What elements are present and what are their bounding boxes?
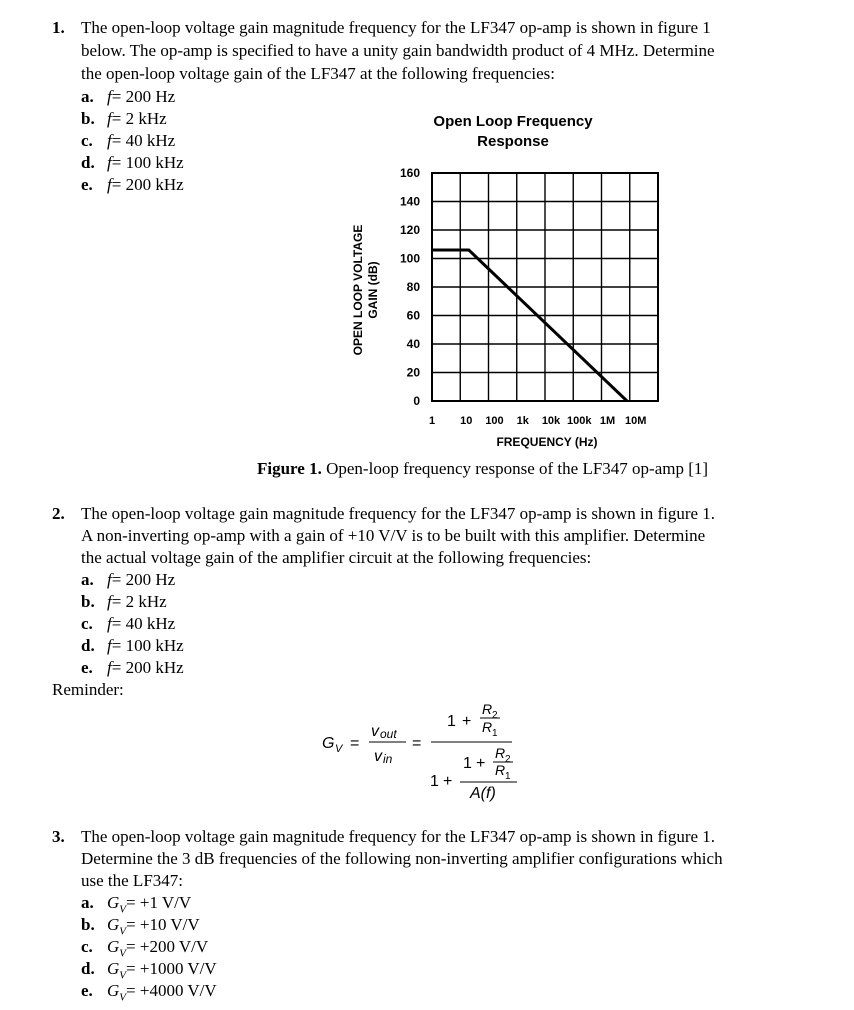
question-2-number: 2. — [52, 504, 65, 523]
eq-den-r1: R — [495, 762, 506, 778]
eq-vin: v — [374, 748, 382, 765]
y-tick-labels — [400, 166, 420, 408]
eq-den-r2-sub: 2 — [505, 754, 511, 765]
question-1-line-3: the open-loop voltage gain of the LF347 at the following frequencies: — [81, 64, 555, 83]
question-3-item-d: d. $G_V= +1000$ V/V — [81, 959, 217, 982]
x-tick-label: 10k — [541, 415, 561, 427]
open-loop-gain-chart — [340, 160, 700, 455]
x-axis-label: FREQUENCY (Hz) — [496, 435, 598, 449]
eq-equals-2: = — [412, 735, 422, 752]
chart-title-line-1: Open Loop Frequency — [433, 113, 593, 130]
question-1-item-b: b. f= 2 kHz — [81, 109, 167, 128]
eq-vout: v — [371, 723, 379, 740]
question-2-item-a: a. f= 200 Hz — [81, 570, 176, 589]
question-3-number: 3. — [52, 827, 65, 846]
question-1-number: 1. — [52, 18, 65, 37]
eq-den-r2: R — [495, 745, 506, 761]
question-2-item-e: e. f= 200 kHz — [81, 658, 184, 677]
eq-equals-1: = — [350, 735, 360, 752]
x-tick-label: 100 — [485, 415, 504, 427]
question-1-line-1: The open-loop voltage gain magnitude frequency for the LF347 op-amp is shown in figure 1 — [81, 18, 711, 37]
question-3-line-2: Determine the 3 dB frequencies of the following non-inverting amplifier configurations which — [81, 849, 723, 868]
question-2-line-2: A non-inverting op-amp with a gain of +10 V/V is to be built with this amplifier. Determine — [81, 526, 706, 545]
question-3-item-c: c. $G_V= +200$ V/V — [81, 937, 209, 960]
question-2-line-3: the actual voltage gain of the amplifier circuit at the following frequencies: — [81, 548, 592, 567]
eq-den-plus: + — [443, 773, 453, 790]
eq-af: A(f) — [470, 785, 496, 802]
chart-title-line-2: Response — [477, 133, 549, 150]
gain-curve — [432, 250, 627, 401]
eq-num-plus: + — [462, 713, 472, 730]
y-tick-label: 160 — [399, 166, 420, 180]
x-tick-label: 1 — [428, 415, 436, 427]
x-tick-label: 1k — [516, 415, 529, 427]
question-3-line-3: use the LF347: — [81, 871, 183, 890]
question-3-item-e: e. $G_V= +4000$ V/V — [81, 981, 217, 1004]
y-tick-label: 60 — [406, 308, 420, 323]
eq-den-r1-sub: 1 — [505, 771, 511, 782]
x-tick-labels — [429, 415, 647, 427]
gain-equation — [310, 690, 550, 808]
question-1-item-c: c. f= 40 kHz — [81, 131, 176, 150]
eq-num-r2-sub: 2 — [492, 710, 498, 721]
eq-den-one: 1 — [430, 773, 439, 790]
y-tick-label: 80 — [406, 280, 420, 294]
y-tick-label: 140 — [399, 194, 420, 209]
question-2-line-1: The open-loop voltage gain magnitude frequency for the LF347 op-amp is shown in figure 1. — [81, 504, 716, 523]
y-axis-label-line-1: OPEN LOOP VOLTAGE — [351, 224, 365, 356]
question-3-line-1: The open-loop voltage gain magnitude frequency for the LF347 op-amp is shown in figure 1. — [81, 827, 716, 846]
question-1-item-d: d. f= 100 kHz — [81, 153, 184, 172]
eq-vin-sub: in — [383, 752, 393, 766]
eq-num-r1: R — [482, 719, 493, 735]
reminder-label: Reminder: — [52, 680, 124, 699]
x-tick-label: 10M — [625, 415, 647, 427]
question-1-line-2: below. The op-amp is specified to have a unity gain bandwidth product of 4 MHz. Determine — [81, 41, 715, 60]
figure-caption — [257, 459, 708, 479]
chart-title — [413, 112, 613, 152]
x-tick-label: 10 — [460, 415, 473, 427]
eq-gv-sub: V — [335, 743, 343, 755]
x-tick-label: 1M — [599, 415, 616, 427]
y-tick-label: 120 — [399, 223, 420, 237]
x-tick-label: 100k — [567, 415, 592, 427]
eq-num-one: 1 — [447, 713, 456, 730]
question-3-item-b: b. $G_V= +10$ V/V — [81, 915, 200, 938]
y-tick-label: 0 — [413, 394, 420, 408]
question-1-item-a: a. f= 200 Hz — [81, 87, 176, 106]
eq-den-inner-one: 1 — [463, 755, 472, 772]
y-tick-label: 20 — [406, 365, 420, 380]
question-3-item-a: a. $G_V= +1$ V/V — [81, 893, 192, 916]
question-2-item-c: c. f= 40 kHz — [81, 614, 176, 633]
question-2-item-b: b. f= 2 kHz — [81, 592, 167, 611]
eq-vout-sub: out — [380, 727, 397, 741]
eq-gv: G — [322, 735, 335, 752]
question-1-item-e: e. f= 200 kHz — [81, 175, 184, 194]
chart-grid — [432, 173, 658, 401]
y-tick-label: 40 — [406, 337, 420, 351]
chart-series — [432, 250, 627, 401]
figure-caption-label: Figure 1. — [257, 459, 322, 478]
y-axis-label — [351, 225, 380, 356]
question-2-item-d: d. f= 100 kHz — [81, 636, 184, 655]
eq-den-inner-plus: + — [476, 755, 486, 772]
eq-num-r1-sub: 1 — [492, 728, 498, 739]
y-tick-label: 100 — [399, 251, 420, 266]
figure-caption-text: Open-loop frequency response of the LF347 op-amp [1] — [321, 459, 709, 478]
y-axis-label-line-2: GAIN (dB) — [366, 261, 380, 319]
eq-num-r2: R — [482, 701, 493, 717]
